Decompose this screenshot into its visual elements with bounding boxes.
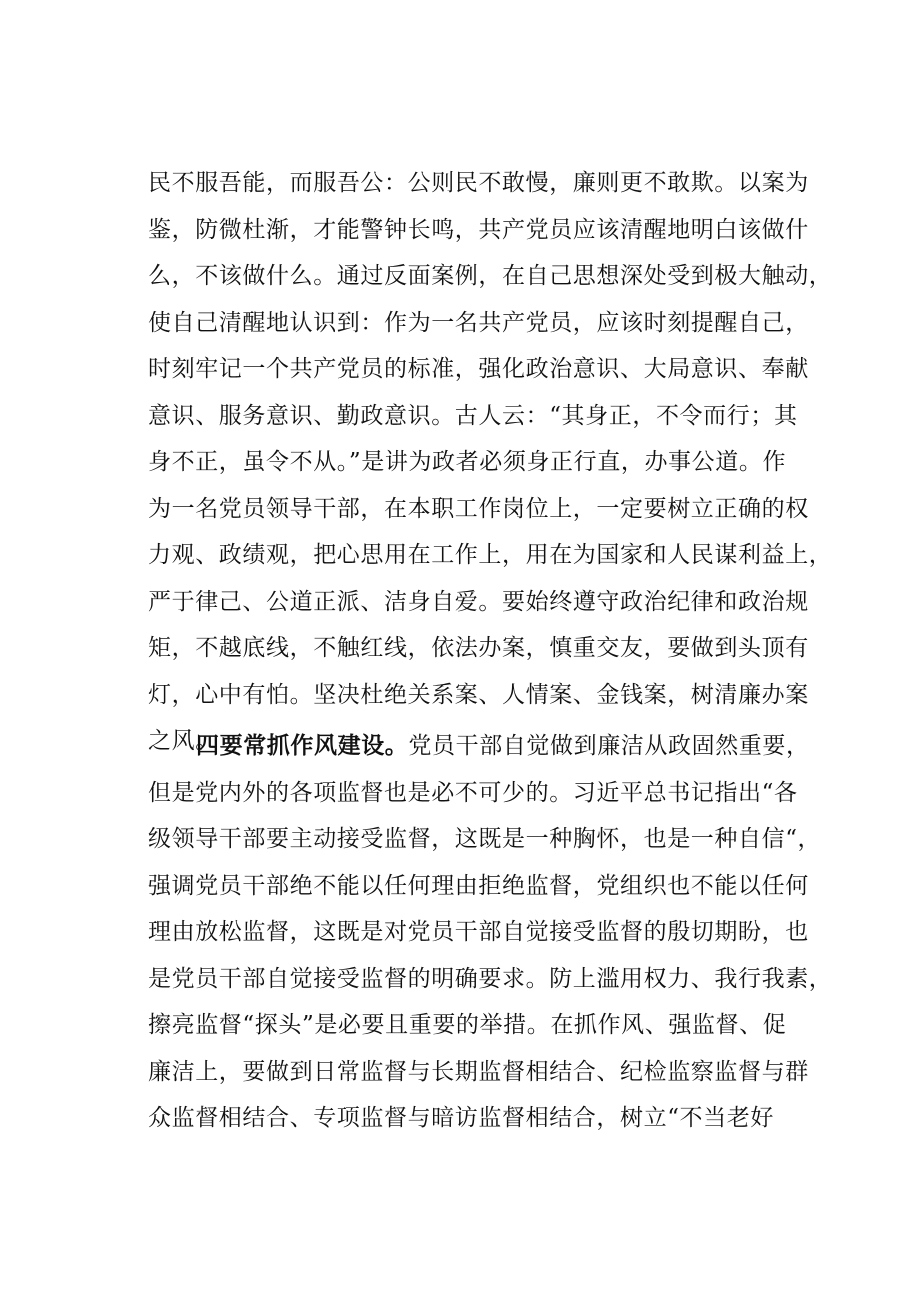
text-line: 众监督相结合、专项监督与暗访监督相结合，树立“不当老好 [148, 1105, 774, 1131]
text-line: 擦亮监督“探头”是必要且重要的举措。在抓作风、强监督、促 [148, 1012, 787, 1038]
text-line: 么，不该做什么。通过反面案例，在自己思想深处受到极大触动， [148, 263, 833, 289]
text-line: 级领导干部要主动接受监督，这既是一种胸怀，也是一种自信“， [148, 826, 822, 852]
first-line-text: 党员干部自觉做到廉洁从政固然重要， [408, 733, 810, 759]
text-line: 使自己清醒地认识到：作为一名共产党员，应该时刻提醒自己， [148, 309, 809, 336]
paragraph-1 [148, 160, 833, 765]
text-line: 理由放松监督，这既是对党员干部自觉接受监督的殷切期盼，也 [148, 919, 809, 945]
text-line: 灯，心中有怕。坚决杜绝关系案、人情案、金钱案，树清廉办案 [148, 681, 809, 708]
paragraph-first-line [148, 723, 812, 770]
text-line: 矩，不越底线，不触红线，依法办案，慎重交友，要做到头顶有 [148, 635, 809, 661]
text-line: 强调党员干部绝不能以任何理由拒绝监督，党组织也不能以任何 [148, 872, 809, 899]
paragraph-2 [148, 723, 833, 1142]
text-line: 力观、政绩观，把心思用在工作上，用在为国家和人民谋利益上， [148, 542, 833, 568]
text-line: 时刻牢记一个共产党员的标准，强化政治意识、大局意识、奉献 [148, 356, 809, 382]
section-heading: 四要常抓作风建设。 [196, 733, 409, 759]
text-line: 廉洁上，要做到日常监督与长期监督相结合、纪检监察监督与群 [148, 1058, 809, 1085]
text-line: 鉴，防微杜渐，才能警钟长鸣，共产党员应该清醒地明白该做什 [148, 216, 809, 243]
text-line: 民不服吾能，而服吾公：公则民不敢慢，廉则更不敢欺。以案为 [148, 170, 809, 196]
text-line: 意识、服务意识、勤政意识。古人云：“其身正，不令而行；其 [148, 402, 798, 429]
text-line: 但是党内外的各项监督也是必不可少的。习近平总书记指出“各 [148, 779, 798, 806]
text-line: 身不正，虽令不从。”是讲为政者必须身正行直，办事公道。作 [148, 449, 787, 475]
text-line: 严于律己、公道正派、洁身自爱。要始终遵守政治纪律和政治规 [148, 588, 809, 615]
text-line: 是党员干部自觉接受监督的明确要求。防上滥用权力、我行我素， [148, 965, 833, 992]
text-line: 之风。 [148, 728, 219, 754]
text-line: 为一名党员领导干部，在本职工作岗位上，一定要树立正确的权 [148, 495, 809, 522]
